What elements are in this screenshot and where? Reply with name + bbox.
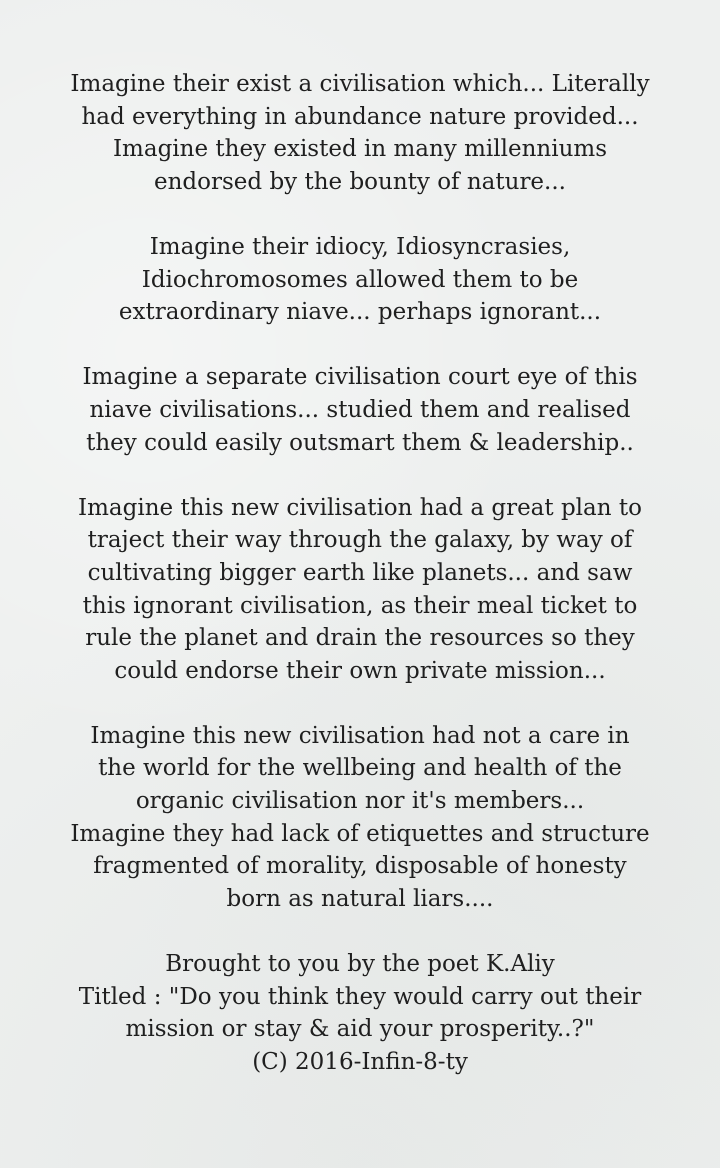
poem-line: they could easily outsmart them & leadership.. (86, 429, 634, 456)
credits-stanza (20, 948, 700, 1078)
poem-line: this ignorant civilisation, as their meal ticket to (82, 592, 638, 619)
poem-text (20, 68, 700, 1078)
poem-line: Imagine they had lack of etiquettes and structure (70, 820, 650, 847)
poem-line: fragmented of morality, disposable of honesty (93, 853, 627, 880)
poem-line: Imagine they existed in many millenniums (112, 136, 608, 163)
poem-line: cultivating bigger earth like planets... and saw (87, 559, 633, 586)
poem-line: Imagine their idiocy, Idiosyncrasies, (149, 233, 571, 260)
poem-line: born as natural liars.... (226, 885, 494, 912)
poem-line: rule the planet and drain the resources so they (85, 625, 635, 652)
poem-line: Imagine their exist a civilisation which... Literally (70, 71, 650, 97)
poem-line: niave civilisations... studied them and realised (89, 396, 631, 423)
poem-title-line: Titled : "Do you think they would carry out their (78, 983, 642, 1010)
poem-line: Imagine a separate civilisation court eye of this (82, 364, 638, 391)
poem-line: could endorse their own private mission... (114, 657, 606, 684)
poem-line: traject their way through the galaxy, by way of (87, 527, 633, 554)
poem-line: endorsed by the bounty of nature... (154, 168, 566, 195)
stanza-5 (20, 720, 700, 916)
stanza-1 (20, 68, 700, 198)
author-credit: Brought to you by the poet K.Aliy (165, 951, 555, 978)
poem-title-line: mission or stay & aid your prosperity..?" (125, 1016, 595, 1043)
poem-line: organic civilisation nor it's members... (135, 788, 585, 815)
stanza-4 (20, 492, 700, 688)
poem-line: had everything in abundance nature provided... (81, 103, 639, 130)
stanza-2 (20, 231, 700, 329)
poem-line: Imagine this new civilisation had a great plan to (78, 494, 642, 521)
poem-line: the world for the wellbeing and health of the (98, 755, 622, 782)
stanza-3 (20, 361, 700, 459)
poem-line: extraordinary niave... perhaps ignorant... (118, 299, 602, 326)
poem-line: Imagine this new civilisation had not a care in (90, 722, 630, 749)
poem-line: Idiochromosomes allowed them to be (141, 266, 579, 293)
copyright-notice: (C) 2016-Infin-8-ty (252, 1048, 468, 1075)
